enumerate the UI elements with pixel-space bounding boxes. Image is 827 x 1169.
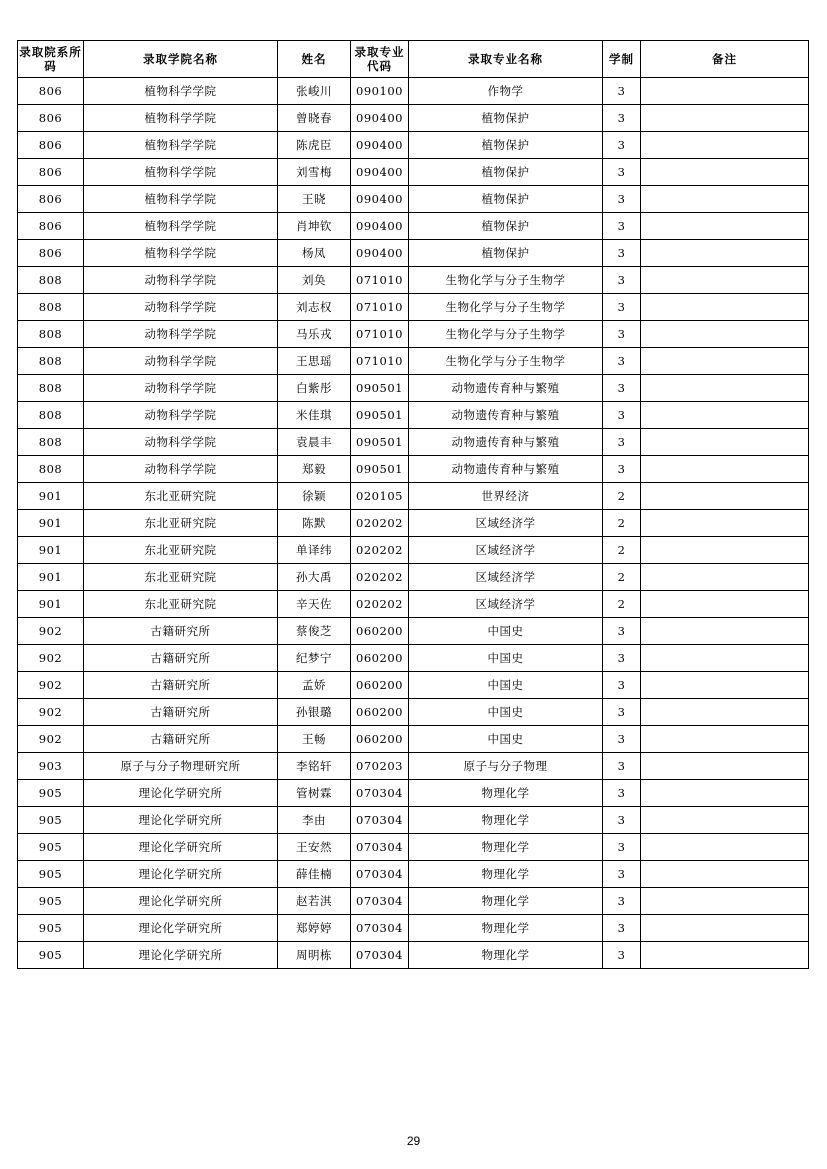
major-code-cell: 090400 (351, 159, 409, 186)
dept-code-cell: 806 (18, 240, 84, 267)
major-name-cell: 区域经济学 (409, 564, 603, 591)
dept-name-cell: 动物科学学院 (84, 429, 278, 456)
duration-cell: 3 (603, 132, 641, 159)
dept-name-cell: 东北亚研究院 (84, 483, 278, 510)
major-code-cell: 070304 (351, 780, 409, 807)
major-name-cell: 生物化学与分子生物学 (409, 348, 603, 375)
major-name-cell: 植物保护 (409, 132, 603, 159)
major-code-cell: 060200 (351, 699, 409, 726)
major-code-cell: 090100 (351, 78, 409, 105)
duration-cell: 3 (603, 105, 641, 132)
table-row (18, 213, 809, 240)
major-code-cell: 060200 (351, 726, 409, 753)
dept-code-cell: 905 (18, 807, 84, 834)
duration-cell: 3 (603, 753, 641, 780)
major-name-cell: 物理化学 (409, 834, 603, 861)
remarks-cell (641, 672, 809, 699)
header-dept-name: 录取学院名称 (84, 41, 278, 78)
major-code-cell: 071010 (351, 267, 409, 294)
table-row (18, 348, 809, 375)
student-name-cell: 孟娇 (278, 672, 351, 699)
dept-code-cell: 808 (18, 267, 84, 294)
student-name-cell: 徐颖 (278, 483, 351, 510)
dept-code-cell: 808 (18, 375, 84, 402)
remarks-cell (641, 726, 809, 753)
dept-code-cell: 902 (18, 672, 84, 699)
duration-cell: 2 (603, 591, 641, 618)
major-name-cell: 区域经济学 (409, 537, 603, 564)
table-row (18, 618, 809, 645)
dept-name-cell: 古籍研究所 (84, 618, 278, 645)
student-name-cell: 单译纬 (278, 537, 351, 564)
duration-cell: 2 (603, 510, 641, 537)
major-code-cell: 070304 (351, 861, 409, 888)
duration-cell: 3 (603, 618, 641, 645)
dept-code-cell: 902 (18, 645, 84, 672)
major-name-cell: 植物保护 (409, 105, 603, 132)
major-code-cell: 090501 (351, 456, 409, 483)
major-name-cell: 中国史 (409, 618, 603, 645)
duration-cell: 3 (603, 240, 641, 267)
header-major-name: 录取专业名称 (409, 41, 603, 78)
major-name-cell: 作物学 (409, 78, 603, 105)
table-row (18, 294, 809, 321)
remarks-cell (641, 942, 809, 969)
major-name-cell: 物理化学 (409, 861, 603, 888)
dept-name-cell: 动物科学学院 (84, 267, 278, 294)
dept-code-cell: 905 (18, 942, 84, 969)
dept-name-cell: 植物科学学院 (84, 78, 278, 105)
major-code-cell: 070304 (351, 942, 409, 969)
dept-name-cell: 植物科学学院 (84, 240, 278, 267)
duration-cell: 3 (603, 429, 641, 456)
dept-code-cell: 905 (18, 834, 84, 861)
student-name-cell: 陈默 (278, 510, 351, 537)
table-row (18, 834, 809, 861)
duration-cell: 3 (603, 726, 641, 753)
dept-name-cell: 植物科学学院 (84, 132, 278, 159)
dept-name-cell: 东北亚研究院 (84, 537, 278, 564)
remarks-cell (641, 132, 809, 159)
major-name-cell: 动物遗传育种与繁殖 (409, 375, 603, 402)
major-code-cell: 090400 (351, 240, 409, 267)
dept-name-cell: 东北亚研究院 (84, 510, 278, 537)
duration-cell: 3 (603, 915, 641, 942)
major-name-cell: 中国史 (409, 726, 603, 753)
duration-cell: 3 (603, 888, 641, 915)
dept-name-cell: 动物科学学院 (84, 402, 278, 429)
student-name-cell: 薛佳楠 (278, 861, 351, 888)
major-name-cell: 中国史 (409, 645, 603, 672)
table-row (18, 105, 809, 132)
dept-name-cell: 理论化学研究所 (84, 915, 278, 942)
dept-code-cell: 903 (18, 753, 84, 780)
duration-cell: 3 (603, 78, 641, 105)
dept-code-cell: 901 (18, 510, 84, 537)
major-name-cell: 区域经济学 (409, 510, 603, 537)
major-name-cell: 原子与分子物理 (409, 753, 603, 780)
table-row (18, 780, 809, 807)
dept-code-cell: 901 (18, 564, 84, 591)
major-code-cell: 090400 (351, 105, 409, 132)
header-row (18, 41, 809, 78)
major-code-cell: 090501 (351, 375, 409, 402)
table-row (18, 483, 809, 510)
major-name-cell: 中国史 (409, 672, 603, 699)
table-row (18, 321, 809, 348)
remarks-cell (641, 753, 809, 780)
major-code-cell: 060200 (351, 672, 409, 699)
table-row (18, 510, 809, 537)
remarks-cell (641, 483, 809, 510)
remarks-cell (641, 591, 809, 618)
dept-code-cell: 806 (18, 132, 84, 159)
remarks-cell (641, 645, 809, 672)
student-name-cell: 刘奂 (278, 267, 351, 294)
duration-cell: 3 (603, 294, 641, 321)
dept-name-cell: 古籍研究所 (84, 645, 278, 672)
major-code-cell: 070304 (351, 915, 409, 942)
student-name-cell: 辛天佐 (278, 591, 351, 618)
table-row (18, 159, 809, 186)
remarks-cell (641, 618, 809, 645)
dept-name-cell: 动物科学学院 (84, 321, 278, 348)
table-row (18, 132, 809, 159)
remarks-cell (641, 402, 809, 429)
table-row (18, 267, 809, 294)
dept-name-cell: 植物科学学院 (84, 213, 278, 240)
dept-code-cell: 806 (18, 78, 84, 105)
major-name-cell: 植物保护 (409, 186, 603, 213)
duration-cell: 3 (603, 456, 641, 483)
major-name-cell: 植物保护 (409, 159, 603, 186)
duration-cell: 3 (603, 834, 641, 861)
major-code-cell: 071010 (351, 321, 409, 348)
major-name-cell: 植物保护 (409, 213, 603, 240)
duration-cell: 3 (603, 807, 641, 834)
remarks-cell (641, 348, 809, 375)
dept-code-cell: 806 (18, 105, 84, 132)
major-name-cell: 植物保护 (409, 240, 603, 267)
major-code-cell: 070304 (351, 807, 409, 834)
major-code-cell: 070203 (351, 753, 409, 780)
student-name-cell: 纪梦宁 (278, 645, 351, 672)
table-row (18, 807, 809, 834)
duration-cell: 3 (603, 321, 641, 348)
duration-cell: 3 (603, 159, 641, 186)
table-row (18, 645, 809, 672)
remarks-cell (641, 537, 809, 564)
dept-code-cell: 902 (18, 618, 84, 645)
major-name-cell: 物理化学 (409, 780, 603, 807)
remarks-cell (641, 240, 809, 267)
table-row (18, 78, 809, 105)
major-code-cell: 090501 (351, 429, 409, 456)
table-body (18, 78, 809, 969)
duration-cell: 2 (603, 483, 641, 510)
remarks-cell (641, 456, 809, 483)
admission-table (17, 40, 809, 969)
dept-name-cell: 东北亚研究院 (84, 564, 278, 591)
dept-code-cell: 806 (18, 213, 84, 240)
page-number: 29 (406, 1134, 421, 1148)
remarks-cell (641, 321, 809, 348)
duration-cell: 3 (603, 699, 641, 726)
table-row (18, 537, 809, 564)
major-name-cell: 物理化学 (409, 915, 603, 942)
table-row (18, 699, 809, 726)
student-name-cell: 马乐戎 (278, 321, 351, 348)
student-name-cell: 赵若淇 (278, 888, 351, 915)
dept-name-cell: 动物科学学院 (84, 375, 278, 402)
major-code-cell: 090400 (351, 213, 409, 240)
dept-name-cell: 理论化学研究所 (84, 861, 278, 888)
major-name-cell: 生物化学与分子生物学 (409, 321, 603, 348)
major-name-cell: 区域经济学 (409, 591, 603, 618)
major-code-cell: 060200 (351, 618, 409, 645)
major-code-cell: 020202 (351, 591, 409, 618)
duration-cell: 2 (603, 537, 641, 564)
dept-name-cell: 动物科学学院 (84, 294, 278, 321)
major-code-cell: 071010 (351, 348, 409, 375)
student-name-cell: 肖坤钦 (278, 213, 351, 240)
major-name-cell: 动物遗传育种与繁殖 (409, 402, 603, 429)
student-name-cell: 杨凤 (278, 240, 351, 267)
major-code-cell: 070304 (351, 834, 409, 861)
major-name-cell: 物理化学 (409, 807, 603, 834)
dept-code-cell: 808 (18, 429, 84, 456)
major-name-cell: 世界经济 (409, 483, 603, 510)
table-row (18, 240, 809, 267)
dept-code-cell: 905 (18, 780, 84, 807)
dept-code-cell: 808 (18, 402, 84, 429)
table-row (18, 861, 809, 888)
table-row (18, 186, 809, 213)
duration-cell: 3 (603, 861, 641, 888)
dept-code-cell: 808 (18, 348, 84, 375)
student-name-cell: 米佳琪 (278, 402, 351, 429)
dept-name-cell: 原子与分子物理研究所 (84, 753, 278, 780)
header-student-name: 姓名 (278, 41, 351, 78)
remarks-cell (641, 105, 809, 132)
duration-cell: 3 (603, 348, 641, 375)
student-name-cell: 孙大禹 (278, 564, 351, 591)
remarks-cell (641, 510, 809, 537)
dept-code-cell: 901 (18, 537, 84, 564)
student-name-cell: 李铭轩 (278, 753, 351, 780)
table-row (18, 456, 809, 483)
remarks-cell (641, 888, 809, 915)
student-name-cell: 袁晨丰 (278, 429, 351, 456)
duration-cell: 3 (603, 780, 641, 807)
major-code-cell: 020202 (351, 564, 409, 591)
table-row (18, 672, 809, 699)
student-name-cell: 王晓 (278, 186, 351, 213)
dept-code-cell: 905 (18, 915, 84, 942)
major-code-cell: 090501 (351, 402, 409, 429)
dept-name-cell: 理论化学研究所 (84, 888, 278, 915)
dept-name-cell: 东北亚研究院 (84, 591, 278, 618)
major-code-cell: 070304 (351, 888, 409, 915)
student-name-cell: 蔡俊芝 (278, 618, 351, 645)
table-row (18, 402, 809, 429)
dept-name-cell: 动物科学学院 (84, 348, 278, 375)
student-name-cell: 周明栋 (278, 942, 351, 969)
duration-cell: 3 (603, 186, 641, 213)
dept-name-cell: 古籍研究所 (84, 699, 278, 726)
table-row (18, 888, 809, 915)
major-code-cell: 020202 (351, 537, 409, 564)
remarks-cell (641, 564, 809, 591)
dept-name-cell: 动物科学学院 (84, 456, 278, 483)
dept-code-cell: 901 (18, 591, 84, 618)
remarks-cell (641, 699, 809, 726)
header-dept-code: 录取院系所码 (18, 41, 84, 78)
duration-cell: 3 (603, 942, 641, 969)
dept-code-cell: 808 (18, 294, 84, 321)
major-name-cell: 物理化学 (409, 942, 603, 969)
table-row (18, 591, 809, 618)
header-duration: 学制 (603, 41, 641, 78)
table-row (18, 375, 809, 402)
dept-name-cell: 植物科学学院 (84, 105, 278, 132)
remarks-cell (641, 915, 809, 942)
dept-code-cell: 808 (18, 456, 84, 483)
remarks-cell (641, 186, 809, 213)
remarks-cell (641, 78, 809, 105)
major-name-cell: 中国史 (409, 699, 603, 726)
dept-name-cell: 理论化学研究所 (84, 942, 278, 969)
dept-name-cell: 理论化学研究所 (84, 780, 278, 807)
student-name-cell: 白紫彤 (278, 375, 351, 402)
duration-cell: 3 (603, 402, 641, 429)
duration-cell: 3 (603, 645, 641, 672)
duration-cell: 3 (603, 672, 641, 699)
dept-code-cell: 806 (18, 159, 84, 186)
student-name-cell: 曾晓春 (278, 105, 351, 132)
remarks-cell (641, 159, 809, 186)
remarks-cell (641, 834, 809, 861)
major-name-cell: 物理化学 (409, 888, 603, 915)
dept-code-cell: 901 (18, 483, 84, 510)
major-name-cell: 生物化学与分子生物学 (409, 294, 603, 321)
remarks-cell (641, 861, 809, 888)
table-row (18, 942, 809, 969)
dept-code-cell: 806 (18, 186, 84, 213)
dept-code-cell: 808 (18, 321, 84, 348)
student-name-cell: 郑婷婷 (278, 915, 351, 942)
table-row (18, 429, 809, 456)
student-name-cell: 陈虎臣 (278, 132, 351, 159)
student-name-cell: 王畅 (278, 726, 351, 753)
student-name-cell: 王思瑶 (278, 348, 351, 375)
table-row (18, 564, 809, 591)
dept-code-cell: 902 (18, 699, 84, 726)
major-code-cell: 090400 (351, 132, 409, 159)
remarks-cell (641, 375, 809, 402)
student-name-cell: 管树霖 (278, 780, 351, 807)
remarks-cell (641, 429, 809, 456)
duration-cell: 2 (603, 564, 641, 591)
major-code-cell: 090400 (351, 186, 409, 213)
dept-name-cell: 理论化学研究所 (84, 807, 278, 834)
major-code-cell: 071010 (351, 294, 409, 321)
dept-name-cell: 理论化学研究所 (84, 834, 278, 861)
major-code-cell: 060200 (351, 645, 409, 672)
major-code-cell: 020202 (351, 510, 409, 537)
dept-code-cell: 905 (18, 888, 84, 915)
major-code-cell: 020105 (351, 483, 409, 510)
remarks-cell (641, 294, 809, 321)
student-name-cell: 郑毅 (278, 456, 351, 483)
table-row (18, 726, 809, 753)
student-name-cell: 刘志权 (278, 294, 351, 321)
duration-cell: 3 (603, 267, 641, 294)
major-name-cell: 动物遗传育种与繁殖 (409, 429, 603, 456)
duration-cell: 3 (603, 213, 641, 240)
dept-name-cell: 植物科学学院 (84, 186, 278, 213)
student-name-cell: 李由 (278, 807, 351, 834)
major-name-cell: 动物遗传育种与繁殖 (409, 456, 603, 483)
remarks-cell (641, 807, 809, 834)
dept-name-cell: 植物科学学院 (84, 159, 278, 186)
table-row (18, 753, 809, 780)
dept-code-cell: 905 (18, 861, 84, 888)
student-name-cell: 刘雪梅 (278, 159, 351, 186)
table-row (18, 915, 809, 942)
student-name-cell: 张峻川 (278, 78, 351, 105)
student-name-cell: 孙银璐 (278, 699, 351, 726)
dept-code-cell: 902 (18, 726, 84, 753)
student-name-cell: 王安然 (278, 834, 351, 861)
header-major-code: 录取专业代码 (351, 41, 409, 78)
header-remarks: 备注 (641, 41, 809, 78)
dept-name-cell: 古籍研究所 (84, 726, 278, 753)
remarks-cell (641, 780, 809, 807)
major-name-cell: 生物化学与分子生物学 (409, 267, 603, 294)
remarks-cell (641, 267, 809, 294)
dept-name-cell: 古籍研究所 (84, 672, 278, 699)
duration-cell: 3 (603, 375, 641, 402)
remarks-cell (641, 213, 809, 240)
